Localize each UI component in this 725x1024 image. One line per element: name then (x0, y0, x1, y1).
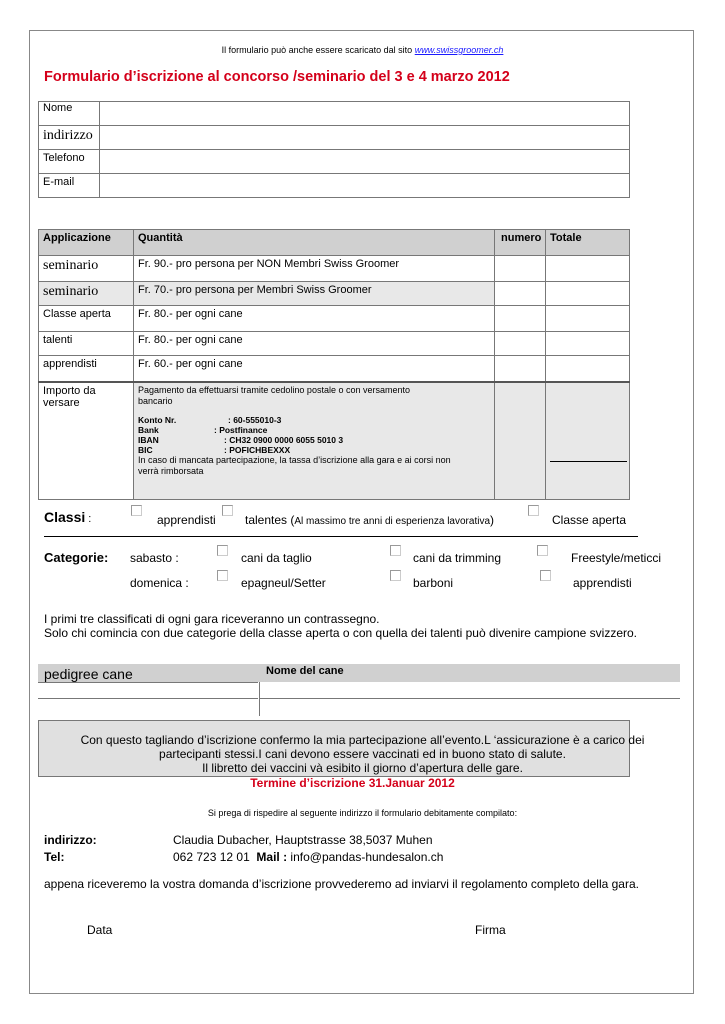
row-totale-input[interactable] (546, 356, 630, 382)
download-note: Il formulario può anche essere scaricato dal sito www.swissgroomer.ch (221, 45, 504, 55)
categorie-label: Categorie: (44, 550, 109, 565)
row-desc: Fr. 90.- pro persona per NON Membri Swiss Groomer (134, 256, 495, 282)
return-address-label: indirizzo: (44, 833, 97, 847)
row-totale-input[interactable] (546, 282, 630, 306)
website-link[interactable]: www.swissgroomer.ch (414, 45, 504, 55)
checkbox-apprendisti-cat[interactable] (540, 570, 551, 581)
address-label: indirizzo (39, 126, 100, 150)
cat-barboni: barboni (413, 576, 454, 590)
address-field[interactable] (100, 126, 630, 150)
fees-table (38, 229, 630, 500)
row-totale-input[interactable] (546, 332, 630, 356)
checkbox-cani-taglio[interactable] (217, 545, 228, 556)
name-label: Nome (39, 102, 100, 126)
closing-text: appena riceveremo la vostra domanda d’iscrizione provvederemo ad inviarvi il regolamento completo della gara. (44, 877, 639, 891)
confirm-line-1: Con questo tagliando d’iscrizione confermo la mia partecipazione all’evento.L ‘assicurazione è a carico dei (80, 733, 645, 747)
checkbox-freestyle[interactable] (537, 545, 548, 556)
row-numero-input[interactable] (495, 332, 546, 356)
divider (44, 536, 638, 537)
classi-apprendisti-label: apprendisti (157, 513, 216, 527)
tel-value: 062 723 12 01 (173, 850, 250, 864)
row-app: apprendisti (39, 356, 134, 382)
confirm-line-3: Il libretto dei vaccini và esibito il giorno d’apertura delle gare. (202, 761, 523, 775)
cat-cani-trimming: cani da trimming (413, 551, 502, 565)
email-field[interactable] (100, 174, 630, 198)
checkbox-classe-aperta[interactable] (528, 505, 539, 516)
col-applicazione: Applicazione (39, 230, 134, 256)
contact-table (38, 101, 630, 198)
return-note: Si prega di rispedire al seguente indirizzo il formulario debitamente compilato: (207, 808, 518, 818)
checkbox-talentes[interactable] (222, 505, 233, 516)
checkbox-epagneul[interactable] (217, 570, 228, 581)
name-field[interactable] (100, 102, 630, 126)
importo-totale[interactable] (546, 382, 630, 500)
payment-info: Pagamento da effettuarsi tramite cedolino postale o con versamento bancario Konto Nr. : 60-555010-3 Bank : Postfinance IBAN : CH32 0900 0000 6055 5010 3 BIC : POFICHBEXXX In caso di mancata partecipazione, la tassa d’iscrizione alla gara e ai corsi non verrà rimborsata (134, 382, 495, 500)
phone-field[interactable] (100, 150, 630, 174)
row-desc: Fr. 70.- pro persona per Membri Swiss Groomer (134, 282, 495, 306)
row-app: talenti (39, 332, 134, 356)
cat-apprendisti: apprendisti (573, 576, 632, 590)
confirm-line-2: partecipanti stessi.I cani devono essere vaccinati ed in buono stato di salute. (159, 747, 566, 761)
col-totale: Totale (546, 230, 630, 256)
classi-label: Classi (44, 509, 86, 525)
info-line-1: I primi tre classificati di ogni gara riceveranno un contrassegno. (44, 612, 380, 626)
return-address: Claudia Dubacher, Hauptstrasse 38,5037 Muhen (173, 833, 433, 847)
sabato-label: sabasto : (130, 551, 179, 565)
signature-label: Firma (475, 923, 506, 937)
mail-label: Mail : (256, 850, 288, 864)
domenica-label: domenica : (130, 576, 189, 590)
row-numero-input[interactable] (495, 282, 546, 306)
row-totale-input[interactable] (546, 306, 630, 332)
checkbox-apprendisti[interactable] (131, 505, 142, 516)
email-label: E-mail (39, 174, 100, 198)
classi-aperta-label: Classe aperta (552, 513, 627, 527)
col-numero: numero (495, 230, 546, 256)
classi-row: Classi : (44, 509, 92, 525)
return-contact (173, 850, 443, 864)
dog-name-field[interactable] (264, 684, 674, 697)
row-numero-input[interactable] (495, 356, 546, 382)
dog-name-label: Nome del cane (266, 665, 344, 677)
phone-label: Telefono (39, 150, 100, 174)
row-numero-input[interactable] (495, 306, 546, 332)
row-desc: Fr. 80.- per ogni cane (134, 332, 495, 356)
classi-talentes-label: talentes (Al massimo tre anni di esperienza lavorativa) (245, 513, 495, 527)
pedigree-label: pedigree cane (44, 666, 133, 682)
col-quantita: Quantità (134, 230, 495, 256)
importo-label: Importo da versare (39, 382, 134, 500)
date-label: Data (87, 923, 113, 937)
importo-numero (495, 382, 546, 500)
mail-value: info@pandas-hundesalon.ch (287, 850, 444, 864)
cat-cani-taglio: cani da taglio (241, 551, 312, 565)
pedigree-block (38, 664, 680, 716)
deadline: Termine d’iscrizione 31.Januar 2012 (250, 776, 455, 790)
row-desc: Fr. 60.- per ogni cane (134, 356, 495, 382)
return-tel-label: Tel: (44, 850, 65, 864)
row-totale-input[interactable] (546, 256, 630, 282)
cat-freestyle: Freestyle/meticci (571, 551, 662, 565)
checkbox-barboni[interactable] (390, 570, 401, 581)
cat-epagneul: epagneul/Setter (241, 576, 326, 590)
checkbox-cani-trimming[interactable] (390, 545, 401, 556)
row-app: Classe aperta (39, 306, 134, 332)
form-title: Formulario d’iscrizione al concorso /seminario del 3 e 4 marzo 2012 (44, 69, 510, 85)
info-line-2: Solo chi comincia con due categorie della classe aperta o con quella dei talenti può divenire campione svizzero. (44, 626, 638, 640)
row-app: seminario (39, 256, 134, 282)
row-desc: Fr. 80.- per ogni cane (134, 306, 495, 332)
row-app: seminario (39, 282, 134, 306)
row-numero-input[interactable] (495, 256, 546, 282)
